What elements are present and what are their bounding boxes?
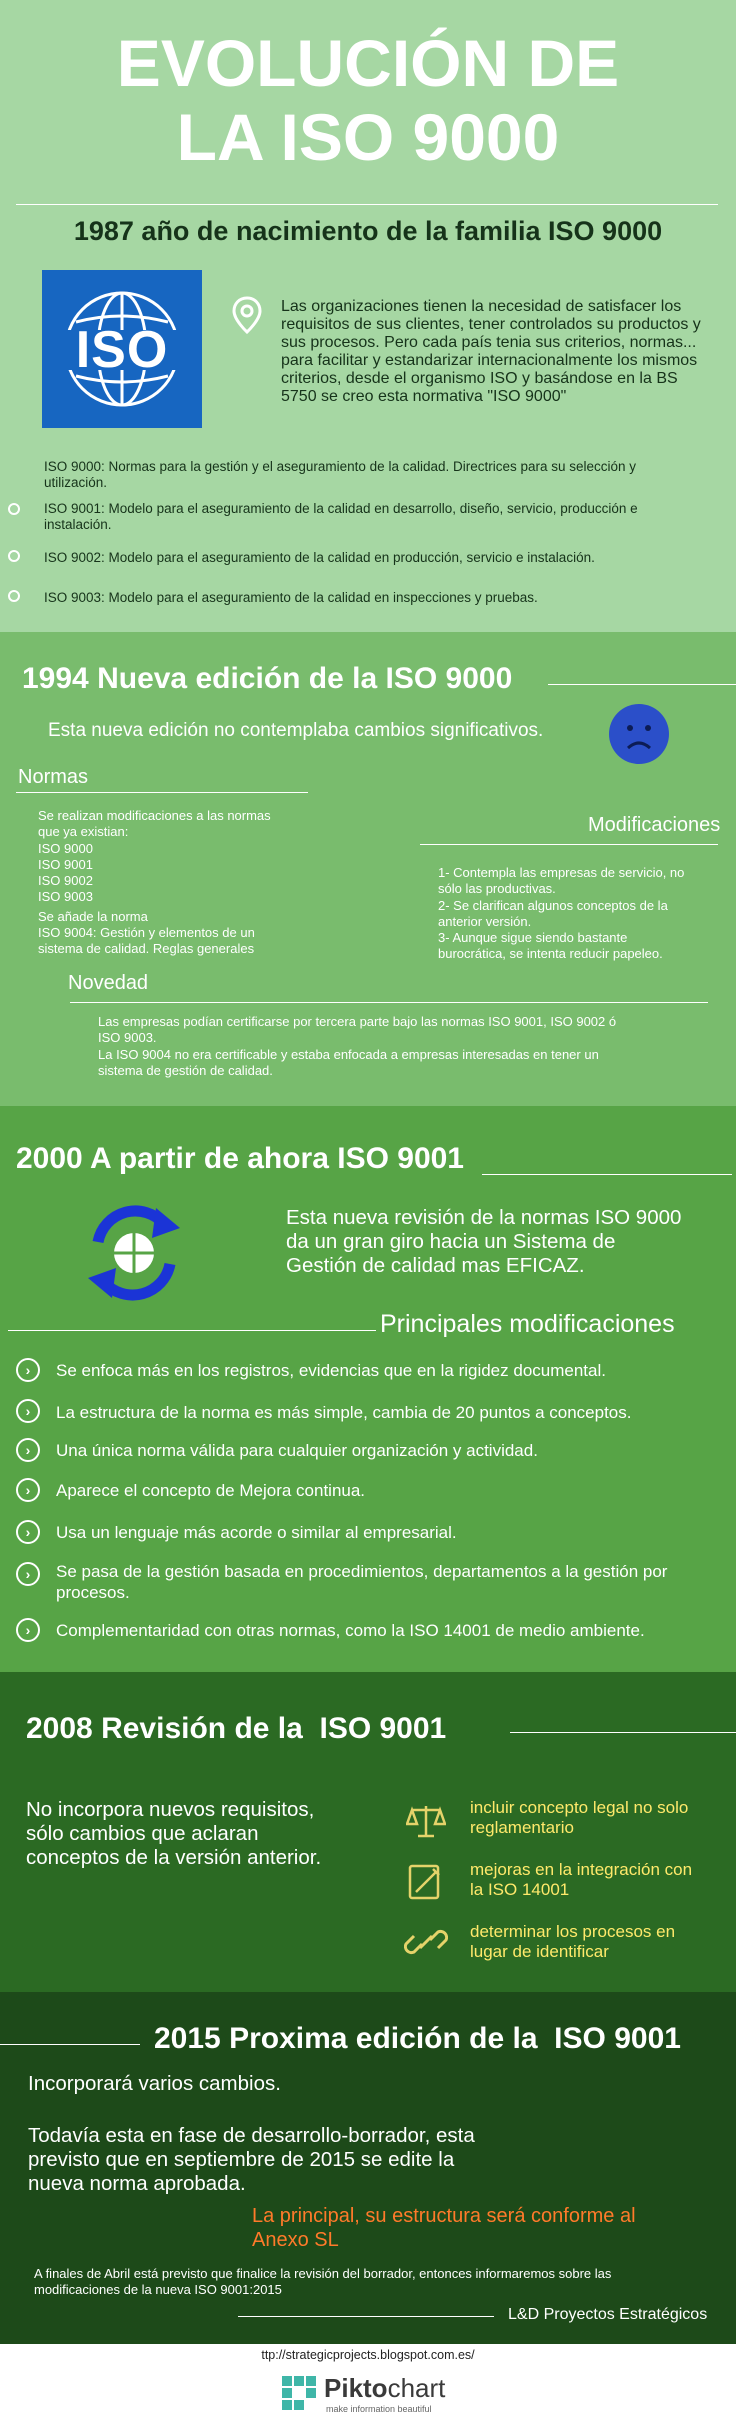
- divider: [70, 1002, 708, 1003]
- intro-2000: [286, 1206, 726, 1278]
- modificaciones-label: Modificaciones: [588, 814, 721, 836]
- norm-item-9000: ISO 9000: Normas para la gestión y el aseguramiento de la calidad. Directrices para su selección y utilización.: [44, 459, 637, 490]
- divider: [0, 2044, 140, 2045]
- note-2015: [34, 2266, 734, 2298]
- mod-bullet: Usa un lenguaje más acorde o similar al empresarial.: [56, 1523, 457, 1542]
- novedad-line: ISO 9003.: [98, 1030, 157, 1046]
- chevron-right-icon: ›: [16, 1520, 40, 1544]
- mod-bullet: La estructura de la norma es más simple, cambia de 20 puntos a conceptos.: [56, 1403, 632, 1422]
- sad-face-icon: [607, 702, 671, 766]
- norm-item-9003: ISO 9003: Modelo para el aseguramiento de la calidad en inspecciones y pruebas.: [44, 590, 538, 605]
- subtitle-1987: 1987 año de nacimiento de la familia ISO 9000: [73, 216, 663, 246]
- modif-line: 2- Se clarifican algunos conceptos de la: [438, 897, 668, 913]
- main-title-line2: LA ISO 9000: [176, 100, 560, 174]
- note-line: A finales de Abril está previsto que finalice la revisión del borrador, entonces informaremos sobre las: [34, 2266, 612, 2281]
- item-2008-line: determinar los procesos en: [470, 1922, 676, 1941]
- modif-line: burocrática, se intenta reducir papeleo.: [438, 946, 663, 962]
- iso-logo: [42, 270, 202, 428]
- heading-1994: 1994 Nueva edición de la ISO 9000: [22, 662, 513, 695]
- bullet-dot: [8, 590, 20, 602]
- divider: [238, 2316, 494, 2317]
- chevron-right-icon: ›: [16, 1399, 40, 1423]
- normas-line: ISO 9003: [38, 889, 93, 905]
- p2-2015: [28, 2124, 528, 2196]
- note-line: modificaciones de la nueva ISO 9001:2015: [34, 2282, 282, 2297]
- novedad-block: [98, 1014, 718, 1079]
- mod-bullet: Aparece el concepto de Mejora continua.: [56, 1481, 366, 1500]
- modif-line: sólo las productivas.: [438, 881, 556, 897]
- location-pin-icon: [232, 296, 262, 334]
- item-2008-line: incluir concepto legal no solo: [470, 1798, 689, 1817]
- p2-2015-line: Todavía esta en fase de desarrollo-borrador, esta: [28, 2124, 475, 2147]
- heading-2008: 2008 Revisión de la ISO 9001: [26, 1712, 447, 1745]
- highlight-line: Anexo SL: [252, 2229, 339, 2251]
- normas-line: Se realizan modificaciones a las normas: [38, 808, 271, 823]
- divider: [16, 204, 718, 205]
- divider: [16, 792, 308, 793]
- intro-2000-line: Gestión de calidad mas EFICAZ.: [286, 1254, 585, 1277]
- section-2000: [0, 1106, 736, 1672]
- novedad-line: sistema de gestión de calidad.: [98, 1062, 273, 1078]
- normas-block: [38, 808, 308, 958]
- item-2008-line: reglamentario: [470, 1818, 574, 1837]
- chevron-right-icon: ›: [16, 1562, 40, 1586]
- main-title-line1: EVOLUCIÓN DE: [116, 26, 620, 100]
- normas-line: ISO 9002: [38, 873, 93, 889]
- piktochart-logo-icon: [282, 2376, 316, 2410]
- iso-logo-text: ISO: [75, 321, 169, 379]
- normas-line: sistema de calidad. Reglas generales: [38, 941, 255, 957]
- heading-2000: 2000 A partir de ahora ISO 9001: [16, 1142, 464, 1175]
- mod-bullet: Se enfoca más en los registros, evidencias que en la rigidez documental.: [56, 1361, 606, 1380]
- edit-document-icon: [406, 1862, 446, 1902]
- modif-line: 3- Aunque sigue siendo bastante: [438, 930, 628, 946]
- piktochart-tagline: make information beautiful: [326, 2404, 432, 2414]
- item-2008-1: [470, 1798, 730, 1838]
- bullet-dot: [8, 503, 20, 515]
- brand-chart: chart: [387, 2373, 446, 2403]
- novedad-label: Novedad: [68, 972, 149, 994]
- highlight-2015: [252, 2204, 722, 2252]
- section-1987: [0, 0, 736, 632]
- source-url[interactable]: ttp://strategicprojects.blogspot.com.es/: [261, 2348, 475, 2362]
- item-2008-line: mejoras en la integración con: [470, 1860, 693, 1879]
- highlight-line: La principal, su estructura será conforme al: [252, 2205, 636, 2227]
- balance-scale-icon: [406, 1802, 446, 1840]
- intro-2000-line: Esta nueva revisión de la normas ISO 9000: [286, 1206, 682, 1229]
- bullet-dot: [8, 550, 20, 562]
- item-2008-line: lugar de identificar: [470, 1942, 609, 1961]
- refresh-cycle-icon: [76, 1198, 192, 1308]
- chevron-right-icon: ›: [16, 1438, 40, 1462]
- brand-pikto: Pikto: [324, 2373, 388, 2403]
- tagline-1994: Esta nueva edición no contemplaba cambios significativos.: [48, 720, 544, 741]
- chevron-right-icon: ›: [16, 1618, 40, 1642]
- normas-line: que ya existian:: [38, 824, 129, 840]
- intro-paragraph: Las organizaciones tienen la necesidad de satisfacer los requisitos de sus clientes, tener controlados su productos y sus procesos. Pero cada país tenia sus criterios, normas... para facilitar y estandarizar internacionalmente los mismos criterios, desde el organismo ISO y basándose en la BS 5750 se creo esta normativa "ISO 9000": [281, 298, 701, 405]
- left-text-2008: [26, 1798, 366, 1870]
- piktochart-brand: [324, 2374, 445, 2402]
- normas-line: ISO 9001: [38, 856, 93, 872]
- divider: [420, 844, 718, 845]
- mod-bullet: Se pasa de la gestión basada en procedimientos, departamentos a la gestión por procesos.: [56, 1562, 668, 1602]
- modificaciones-block: [438, 865, 728, 963]
- normas-line: Se añade la norma: [38, 908, 148, 924]
- section-2015: [0, 1992, 736, 2344]
- intro-2000-line: da un gran giro hacia un Sistema de: [286, 1230, 616, 1253]
- item-2008-line: la ISO 14001: [470, 1880, 570, 1899]
- item-2008-3: [470, 1922, 730, 1962]
- modif-line: anterior versión.: [438, 913, 532, 929]
- principales-heading: Principales modificaciones: [380, 1310, 675, 1338]
- left-2008-line: sólo cambios que aclaran: [26, 1822, 259, 1845]
- left-2008-line: conceptos de la versión anterior.: [26, 1846, 322, 1869]
- section-2008: [0, 1672, 736, 1992]
- footer: [0, 2344, 736, 2426]
- item-2008-2: [470, 1860, 730, 1900]
- left-2008-line: No incorpora nuevos requisitos,: [26, 1798, 315, 1821]
- novedad-line: La ISO 9004 no era certificable y estaba enfocada a empresas interesadas en tener un: [98, 1046, 599, 1062]
- norm-item-9001: ISO 9001: Modelo para el aseguramiento de la calidad en desarrollo, diseño, servicio, producción e instalación.: [44, 501, 638, 532]
- chevron-right-icon: ›: [16, 1358, 40, 1382]
- divider: [8, 1330, 376, 1331]
- section-1994: [0, 632, 736, 1106]
- novedad-line: Las empresas podían certificarse por tercera parte bajo las normas ISO 9001, ISO 9002 ó: [98, 1014, 617, 1029]
- mod-bullet: Una única norma válida para cualquier organización y actividad.: [56, 1441, 538, 1460]
- divider: [510, 1732, 736, 1733]
- p2-2015-line: nueva norma aprobada.: [28, 2172, 246, 2195]
- normas-line: ISO 9004: Gestión y elementos de un: [38, 925, 255, 941]
- norm-item-9002: ISO 9002: Modelo para el aseguramiento de la calidad en producción, servicio e instalación.: [44, 550, 595, 565]
- modif-line: 1- Contempla las empresas de servicio, no: [438, 865, 685, 880]
- credit: L&D Proyectos Estratégicos: [508, 2306, 708, 2323]
- divider: [482, 1174, 732, 1175]
- heading-2015: 2015 Proxima edición de la ISO 9001: [154, 2022, 681, 2055]
- link-chain-icon: [404, 1922, 448, 1962]
- normas-line: ISO 9000: [38, 840, 93, 856]
- normas-label: Normas: [18, 766, 89, 788]
- p1-2015: Incorporará varios cambios.: [28, 2072, 281, 2095]
- chevron-right-icon: ›: [16, 1478, 40, 1502]
- mod-bullet: Complementaridad con otras normas, como la ISO 14001 de medio ambiente.: [56, 1621, 645, 1640]
- divider: [548, 684, 736, 685]
- p2-2015-line: previsto que en septiembre de 2015 se edite la: [28, 2148, 455, 2171]
